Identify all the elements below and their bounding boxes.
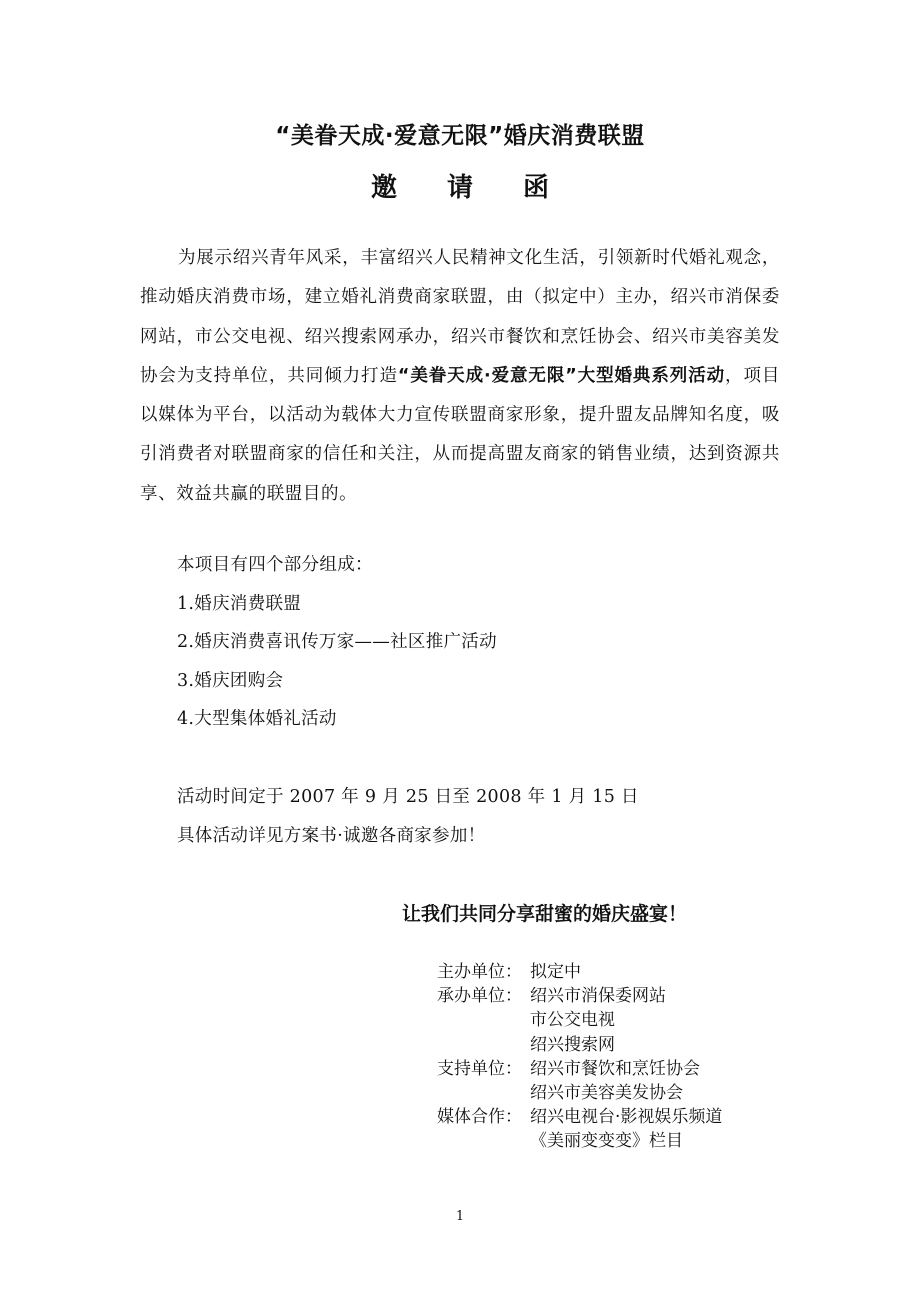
- intro-text-part2: ，项目以媒体为平台，以活动为载体大力宣传联盟商家形象，提升盟友品牌知名度，吸引消费者对联盟商家的信任和关注，从而提高盟友商家的销售业绩，达到资源共享、效益共赢的联盟目的。: [140, 365, 780, 504]
- organizer-value: 绍兴市餐饮和烹饪协会: [530, 1058, 700, 1079]
- schedule-text: 活动时间定于 2007 年 9 月 25 日至 2008 年 1 月 15 日: [177, 787, 639, 807]
- organizer-row-media: [437, 1105, 722, 1153]
- intro-paragraph: [140, 239, 780, 514]
- organizer-value: 绍兴电视台·影视娱乐频道: [530, 1107, 723, 1128]
- intro-text-part1: 为展示绍兴青年风采，丰富绍兴人民精神文化生活，引领新时代婚礼观念，推动婚庆消费市场，建立婚礼消费商家联盟，由（拟定中）主办，绍兴市消保委网站，市公交电视、绍兴搜索网承办，绍兴市餐饮和烹饪协会、绍兴市美容美发协会为支持单位，共同倾力打造: [140, 248, 780, 386]
- organizer-values: [530, 1105, 722, 1153]
- organizer-row-undertaker: [437, 984, 722, 1057]
- part-item-1: 1.婚庆消费联盟: [177, 594, 302, 614]
- organizer-values: [530, 1057, 700, 1105]
- part-item-4: 4.大型集体婚礼活动: [177, 709, 337, 729]
- details-text: 具体活动详见方案书·诚邀各商家参加！: [177, 826, 486, 846]
- organizer-value: 《美丽变变变》栏目: [530, 1131, 683, 1152]
- document-title: “美眷天成·爱意无限”婚庆消费联盟: [275, 123, 645, 149]
- page-number: 1: [455, 1209, 465, 1224]
- intro-highlight: “美眷天成·爱意无限”大型婚典系列活动: [397, 365, 726, 386]
- organizer-value: 绍兴市消保委网站: [530, 986, 666, 1007]
- organizer-row-host: [437, 960, 722, 984]
- part-item-3: 3.婚庆团购会: [177, 671, 284, 691]
- organizer-value: 拟定中: [530, 962, 581, 982]
- organizer-values: [530, 984, 666, 1057]
- organizer-values: [530, 960, 581, 984]
- organizer-value: 市公交电视: [530, 1010, 615, 1031]
- organizer-label: 承办单位：: [437, 986, 522, 1007]
- parts-intro: 本项目有四个部分组成：: [177, 555, 373, 575]
- organizer-list: [437, 960, 722, 1154]
- organizer-label: 媒体合作：: [437, 1107, 522, 1128]
- closing-slogan: 让我们共同分享甜蜜的婚庆盛宴！: [402, 903, 688, 925]
- organizer-label: 主办单位：: [437, 962, 522, 982]
- organizer-value: 绍兴市美容美发协会: [530, 1083, 683, 1104]
- organizer-row-supporter: [437, 1057, 722, 1105]
- document-subtitle: 邀请函: [370, 173, 599, 203]
- organizer-label: 支持单位：: [437, 1058, 522, 1079]
- organizer-value: 绍兴搜索网: [530, 1034, 615, 1055]
- part-item-2: 2.婚庆消费喜讯传万家——社区推广活动: [177, 632, 497, 652]
